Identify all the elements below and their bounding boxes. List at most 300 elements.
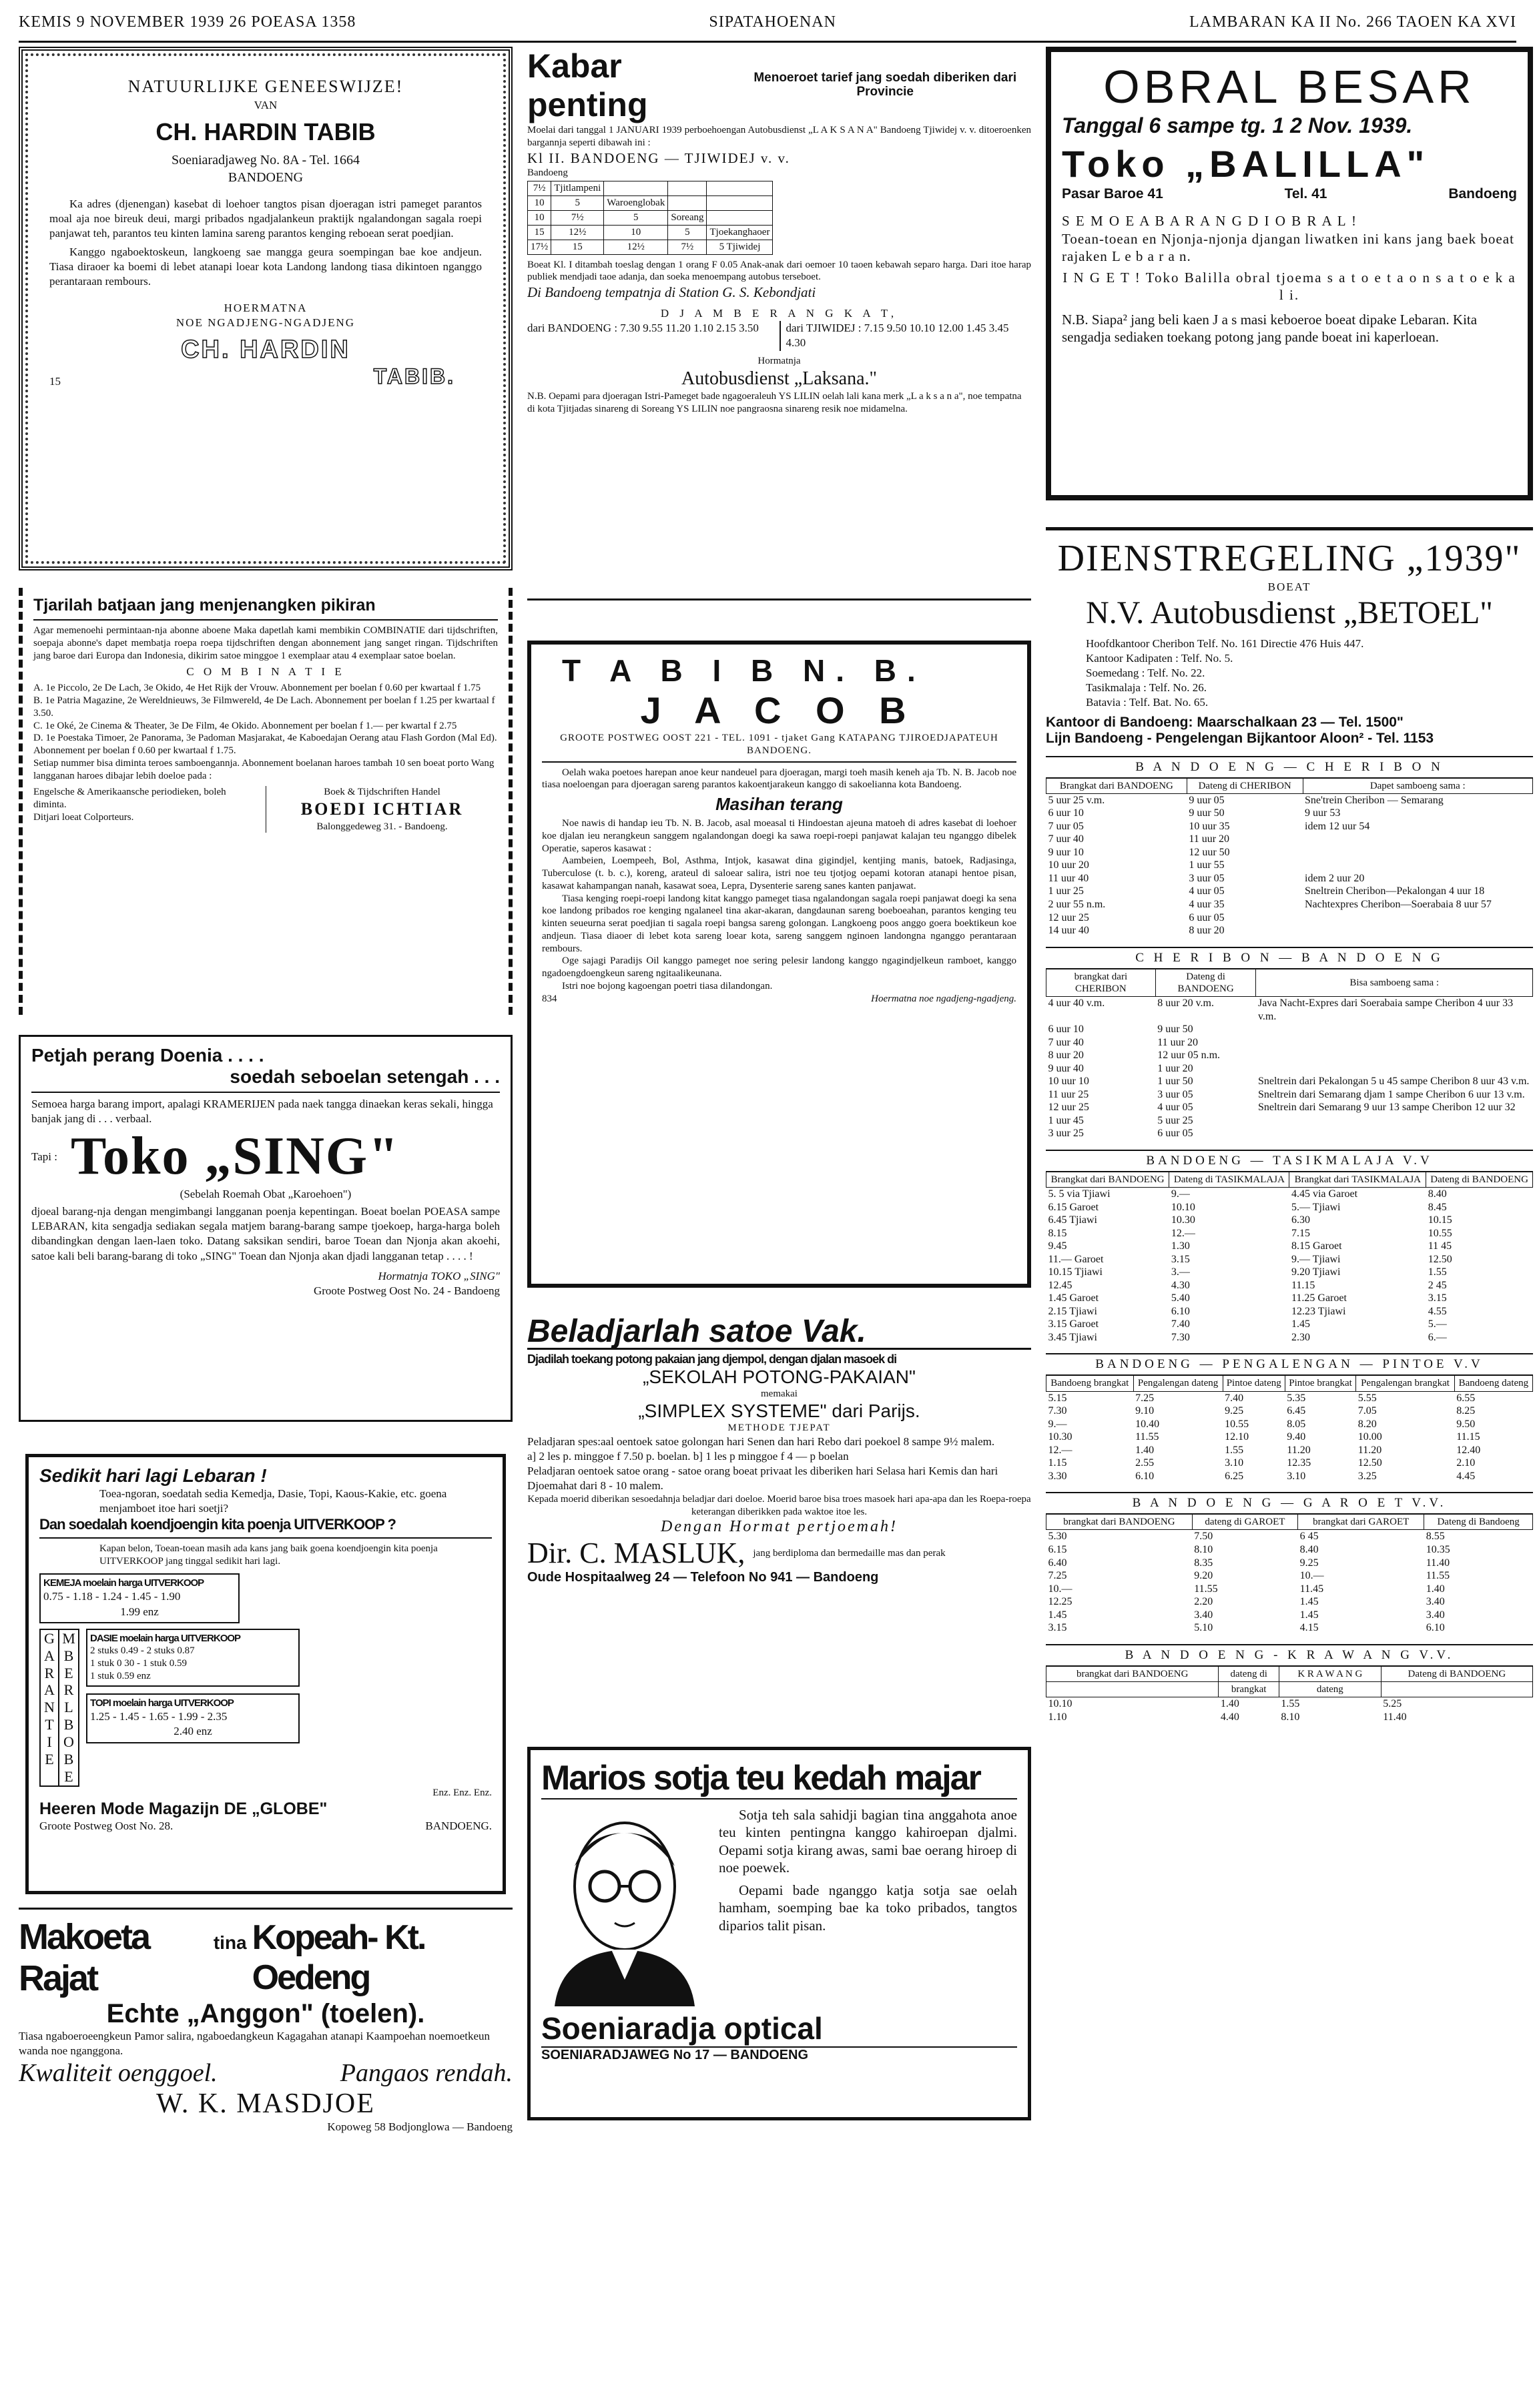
schedule-cell: 9.20	[1194, 1570, 1213, 1582]
schedule-cell: 6.10	[1135, 1470, 1155, 1482]
schedule-cell: 8.20	[1357, 1418, 1377, 1430]
schedule-table	[1046, 1375, 1533, 1483]
schedule-cell: 10.55	[1225, 1418, 1249, 1430]
laksana-bandoeng: Bandoeng	[527, 167, 568, 178]
schedule-cell: 4.30	[1171, 1279, 1190, 1291]
schedule-cell: 11.40	[1383, 1711, 1407, 1723]
schedule-cell: 7 uur 40	[1048, 833, 1084, 845]
fare-cell: 5	[604, 210, 668, 225]
schedule-cell: 8.40	[1299, 1544, 1319, 1555]
schedule-cell: 2.30	[1291, 1331, 1310, 1343]
schedule-row	[1046, 1697, 1533, 1711]
balilla-shop-name: Toko „BALILLA"	[1062, 143, 1430, 185]
fare-cell: 12½	[604, 240, 668, 254]
tjarilah-intro: Agar memenoehi permintaan-nja abonne aboene Maka dapetlah kami membikin COMBINATIE dari tijdschriften, soepaja abonne's dapet membatja roepa roepa tijdschriften dengan abonnement jang sanget ringan. Tijdschriften jang baroe dari Europa dan Indonesia, dikirim satoe minggoe 1 exemplaar atau 4 exemplaar satoe boelan.	[33, 625, 498, 661]
betoel-company: N.V. Autobusdienst „BETOEL"	[1086, 595, 1493, 631]
schedule-cell: 12.—	[1048, 1444, 1072, 1456]
schedule-header: Brangkat dari TASIKMALAJA	[1289, 1172, 1426, 1187]
schedule-cell: 6.55	[1456, 1392, 1476, 1404]
hardin-address: Soeniaradjaweg No. 8A - Tel. 1664	[171, 152, 360, 167]
tabib-title: T A B I B N. B.	[562, 653, 926, 688]
schedule-cell: 1.10	[1048, 1711, 1067, 1723]
schedule-row	[1046, 1457, 1533, 1470]
column-2	[527, 47, 1031, 2395]
globe-city: BANDOENG.	[425, 1819, 492, 1832]
schedule-cell: 5. 5 via Tjiawi	[1048, 1188, 1111, 1200]
schedule-cell: 1 uur 45	[1048, 1114, 1084, 1126]
schedule-cell: 11.— Garoet	[1048, 1253, 1104, 1265]
letter: B	[63, 1751, 74, 1768]
sing-body: djoeal barang-nja dengan mengimbangi langganan poenja kepentingan. Boeat boelan POEASA sampe LEBARAN, kita sengadja sediakan segala matjem barang-barang sampe tjoekoep, harga-harga boleh dibandingkan dengan laen-laen toko. Datang saksikan sendiri, baroe Toean dan Njonja akan akoehi, satoe kali beli barang-barang di toko „SING" Toean dan Njonja akan djadi langganan tetap . . . . !	[31, 1205, 500, 1262]
schedule-cell: 8.15 Garoet	[1291, 1240, 1342, 1252]
schedule-row	[1046, 1418, 1533, 1431]
schedule-cell: Sneltrein dari Semarang djam 1 sampe Cheribon 6 uur 13 v.m.	[1257, 1088, 1525, 1100]
schedule-title: BANDOENG — TASIKMALAJA V.V	[1046, 1150, 1533, 1172]
masdjoe-price: Pangaos rendah.	[340, 2059, 513, 2088]
betoel-schedules	[1046, 756, 1533, 1724]
schedule-cell: 1 uur 20	[1157, 1062, 1193, 1074]
tabib-signature: Hoermatna noe ngadjeng-ngadjeng.	[871, 993, 1016, 1004]
schedule-row	[1046, 1569, 1533, 1583]
schedule-row	[1046, 846, 1533, 859]
schedule-cell: 9.20 Tjiawi	[1291, 1266, 1341, 1278]
schedule-cell: 8.40	[1428, 1188, 1447, 1200]
hardin-sig-4: TABIB.	[373, 364, 455, 389]
fare-cell: 5	[551, 195, 604, 210]
schedule-cell: 11 uur 20	[1189, 833, 1230, 845]
schedule-table	[1046, 1172, 1533, 1344]
fare-cell: 7½	[551, 210, 604, 225]
schedule-cell: 1.40	[1426, 1583, 1445, 1595]
schedule-header: dateng	[1279, 1681, 1381, 1697]
globe-address: Groote Postweg Oost No. 28.	[39, 1819, 174, 1832]
balilla-inget: I N G E T ! Toko Balilla obral tjoema s a t o e t a o n s a t o e k a l i.	[1062, 270, 1516, 304]
masluk-method: METHODE TJEPAT	[727, 1422, 831, 1433]
garantie-letters	[41, 1630, 59, 1786]
balilla-body: Toean-toean en Njonja-njonja djangan liwatken ini kans jang baek boeat rajaken L e b a r a n.	[1062, 230, 1514, 264]
masdjoe-name: W. K. MASDJOE	[156, 2088, 375, 2120]
schedule-cell: 11 uur 20	[1157, 1036, 1198, 1048]
schedule-row	[1046, 1088, 1533, 1102]
schedule-cell: 9.— Tjiawi	[1291, 1253, 1341, 1265]
schedule-title: B A N D O E N G — G A R O E T V.V.	[1046, 1492, 1533, 1514]
schedule-cell: 6 uur 05	[1157, 1128, 1193, 1140]
schedule-cell: 4.40	[1220, 1711, 1239, 1723]
schedule-cell: 4.55	[1428, 1305, 1447, 1317]
betoel-bandoeng-office: Kantoor di Bandoeng: Maarschalkaan 23 — Tel. 1500"	[1046, 714, 1404, 730]
sing-tapi: Tapi :	[31, 1150, 57, 1163]
balilla-headline: OBRAL BESAR	[1103, 61, 1476, 113]
schedule-cell: 6 45	[1299, 1531, 1319, 1543]
schedule-cell: 7 uur 40	[1048, 1036, 1084, 1048]
schedule-cell	[1256, 1127, 1533, 1140]
globe-kemeja-prices: 0.75 - 1.18 - 1.24 - 1.45 - 1.90	[43, 1590, 181, 1603]
schedule-row	[1046, 1227, 1533, 1240]
globe-shop-name: Heeren Mode Magazijn DE „GLOBE"	[39, 1799, 328, 1818]
schedule-cell: 3.25	[1357, 1470, 1377, 1482]
schedule-cell: 10.10	[1048, 1698, 1072, 1710]
letter: M	[62, 1629, 75, 1647]
schedule-header: brangkat dari BANDOENG	[1046, 1666, 1219, 1681]
schedule-cell: 11.15	[1291, 1279, 1315, 1291]
schedule-cell: 9.—	[1171, 1188, 1190, 1200]
schedule-cell: 1 uur 50	[1157, 1076, 1193, 1088]
schedule-row	[1046, 820, 1533, 833]
schedule-header: dateng di	[1219, 1666, 1279, 1681]
schedule-cell: 12.40	[1456, 1444, 1481, 1456]
schedule-cell: 1.45	[1299, 1609, 1319, 1621]
schedule-cell: 9 uur 50	[1157, 1024, 1193, 1036]
laksana-nb: N.B. Oepami para djoeragan Istri-Pameget bade ngagoeraleuh YS LILIN oelah lali kana merk „L a k s a n a", noe tempatna di kota Tjitjadas sinareng di Soreang YS LILIN noe pangraosna sinareng resik noe midamelna.	[527, 391, 1022, 415]
tjarilah-combo-d: D. 1e Poestaka Timoer, 2e Panorama, 3e Padoman Masjarakat, 4e Kaboedajan Oerang atau Flash Gordon (Mal Ed). Abonnement per boelan f 0.60 per kwartaal f 1.75.	[33, 733, 497, 757]
schedule-row	[1046, 1711, 1533, 1724]
ad-hardin	[19, 47, 513, 570]
schedule-cell: 7.25	[1048, 1570, 1067, 1582]
laksana-class: Kl II. BANDOENG — TJIWIDEJ v. v.	[527, 149, 790, 166]
schedule-cell: 10.15 Tjiawi	[1048, 1266, 1103, 1278]
sing-shop-name: Toko „SING"	[70, 1127, 400, 1186]
schedule-cell: 4.45 via Garoet	[1291, 1188, 1358, 1200]
laksana-headline: Kabar penting	[527, 47, 648, 123]
hardin-van: VAN	[254, 98, 278, 111]
tabib-address: GROOTE POSTWEG OOST 221 - TEL. 1091 - tjaket Gang KATAPANG TJIROEDJAPATEUH BANDOENG.	[560, 733, 998, 756]
schedule-cell: 9 uur 40	[1048, 1062, 1084, 1074]
tabib-body-1: Noe nawis di handap ieu Tb. N. B. Jacob, asal moeasal ti Hindoestan ajeuna matoeh di adres kasebat di loehoer koe djalan ieu nerangkeun sanggem ngalandongan doegi ka sawa roepi-roepi panjawat kalajan teu nganggo dibelek Operatie, saperos kasawat :	[542, 818, 1016, 854]
letter: O	[63, 1733, 74, 1751]
schedule-cell: 6.30	[1291, 1214, 1310, 1226]
schedule-cell: 6.10	[1171, 1305, 1190, 1317]
ad-tabib-jacob	[527, 641, 1031, 1288]
schedule-row	[1046, 1127, 1533, 1140]
schedule-cell: Sneltrein Cheribon—Pekalongan 4 uur 18	[1305, 885, 1485, 897]
schedule-cell: 11 uur 40	[1048, 872, 1089, 884]
schedule-cell: 8.05	[1287, 1418, 1306, 1430]
mberlbobe-letters	[59, 1630, 78, 1786]
schedule-row	[1046, 1444, 1533, 1457]
schedule-cell: 2.20	[1194, 1596, 1213, 1608]
tjarilah-footer: Setiap nummer bisa diminta teroes samboengannja. Abonnement boelanan haroes tambah 10 sen boeat porto Wang langganan haroes dibajar lebih doeloe pada :	[33, 757, 495, 781]
schedule-row	[1046, 1557, 1533, 1570]
globe-dasie-3: 1 stuk 0.59 enz	[90, 1670, 151, 1681]
balilla-nb: N.B. Siapa² jang beli kaen J a s masi keboeroe boeat dipake Lebaran. Kita sengadja sediaken toekang potong jang pande boeat ini kaperloean.	[1062, 311, 1478, 345]
schedule-cell: 9.—	[1048, 1418, 1067, 1430]
schedule-cell	[1256, 1036, 1533, 1050]
letter: R	[44, 1664, 55, 1681]
globe-topi-enz: 2.40 enz	[174, 1725, 212, 1738]
globe-topi-title: TOPI moelain harga UITVERKOOP	[90, 1697, 234, 1709]
schedule-title: BANDOENG — PENGALENGAN — PINTOE V.V	[1046, 1353, 1533, 1375]
fare-cell: Soreang	[668, 210, 707, 225]
column-3	[1046, 47, 1533, 2395]
laksana-subheadline: Menoeroet tarief jang soedah diberiken dari Provincie	[753, 71, 1017, 99]
schedule-cell: 10.35	[1426, 1544, 1450, 1555]
schedule-cell	[1256, 1023, 1533, 1036]
hardin-name: CH. HARDIN TABIB	[156, 117, 376, 145]
laksana-from-bandoeng: dari BANDOENG : 7.30 9.55 11.20 1.10 2.15 3.50	[527, 322, 759, 335]
betoel-headline: DIENSTREGELING „1939"	[1057, 538, 1522, 579]
hardin-body: Ka adres (djenengan) kasebat di loehoer tangtos pisan djoeragan istri pameget parantos moal aja noe bireuk deui, margi pribados ngadjalankeun praktijk ngalandongan sagala roepi panjawat teh, parantos teu kinten lamina sareng parantos kenging reboean serat poedjian.	[49, 197, 482, 240]
letter: E	[64, 1664, 73, 1681]
betoel-office-2: Kantoor Kadipaten : Telf. No. 5.	[1086, 652, 1233, 665]
schedule-cell: 3.40	[1194, 1609, 1213, 1621]
schedule-cell: idem 2 uur 20	[1305, 872, 1365, 884]
schedule-header: Dateng di CHERIBON	[1187, 778, 1303, 793]
schedule-cell: 5.15	[1048, 1392, 1067, 1404]
schedule-header: Dateng di BANDOENG	[1426, 1172, 1533, 1187]
schedule-cell: 8.45	[1428, 1201, 1447, 1213]
schedule-table	[1046, 778, 1533, 937]
schedule-row	[1046, 1404, 1533, 1418]
letter: B	[63, 1716, 74, 1733]
schedule-cell: 12.50	[1428, 1253, 1452, 1265]
balilla-sale: S E M O E A B A R A N G D I O B R A L !	[1062, 213, 1358, 230]
schedule-row	[1046, 924, 1533, 937]
schedule-cell: 3.30	[1048, 1470, 1067, 1482]
schedule-header: Pengalengan dateng	[1133, 1376, 1223, 1391]
schedule-cell	[1303, 846, 1533, 859]
masdjoe-subtitle: Echte „Anggon" (toelen).	[106, 1999, 425, 2028]
header-paper-name: SIPATAHOENAN	[709, 13, 836, 31]
masluk-lesson-1: Peladjaran spes:aal oentoek satoe golongan hari Senen dan hari Rebo dari poekoel 8 sampe 9½ malem.	[527, 1435, 995, 1448]
fare-cell	[707, 195, 773, 210]
schedule-cell: 9.50	[1456, 1418, 1476, 1430]
schedule-cell: 9 uur 53	[1305, 807, 1341, 819]
schedule-header	[1381, 1681, 1532, 1697]
fare-cell	[707, 210, 773, 225]
letter: E	[45, 1751, 54, 1768]
schedule-cell: 12.—	[1171, 1227, 1195, 1239]
schedule-cell: 2.10	[1456, 1457, 1476, 1469]
fare-cell	[668, 181, 707, 195]
globe-question: Dan soedalah koendjoengin kita poenja UITVERKOOP ?	[39, 1516, 396, 1533]
betoel-boeat: BOEAT	[1267, 580, 1311, 593]
schedule-header: Dateng di TASIKMALAJA	[1169, 1172, 1289, 1187]
schedule-cell: 12.35	[1287, 1457, 1311, 1469]
globe-garantie-column	[39, 1629, 79, 1787]
schedule-cell	[1303, 911, 1533, 925]
schedule-cell: 7.05	[1357, 1405, 1377, 1417]
schedule-cell: 9 uur 05	[1189, 794, 1225, 806]
tjarilah-shop-type: Boek & Tijdschriften Handel	[324, 787, 440, 798]
schedule-cell: 11.55	[1426, 1570, 1450, 1582]
schedule-row	[1046, 1101, 1533, 1114]
schedule-cell: 3 uur 25	[1048, 1128, 1084, 1140]
fare-cell: Tjitlampeni	[551, 181, 604, 195]
person-glasses-icon	[541, 1806, 708, 2006]
schedule-cell	[1256, 1062, 1533, 1076]
schedule-cell: 10 uur 10	[1048, 1076, 1089, 1088]
ad-balilla	[1046, 47, 1533, 500]
schedule-row	[1046, 1431, 1533, 1444]
schedule-cell: 4.15	[1299, 1622, 1319, 1634]
fare-cell: 10	[604, 225, 668, 240]
tabib-body-5: Istri noe bojong kagoengan poetri tiasa dilandongan.	[562, 980, 773, 991]
schedule-cell: 3.15	[1048, 1622, 1067, 1634]
globe-dasie-1: 2 stuks 0.49 - 2 stuks 0.87	[90, 1645, 195, 1657]
schedule-row	[1046, 1305, 1533, 1318]
schedule-header: Bandoeng brangkat	[1046, 1376, 1134, 1391]
schedule-cell: 7.15	[1291, 1227, 1310, 1239]
schedule-cell: 10 uur 35	[1189, 820, 1230, 832]
schedule-cell: 6.45 Tjiawi	[1048, 1214, 1097, 1226]
globe-dasie-title: DASIE moelain harga UITVERKOOP	[90, 1632, 241, 1644]
schedule-cell: 8.25	[1456, 1405, 1476, 1417]
schedule-row	[1046, 1023, 1533, 1036]
schedule-cell: 11.25 Garoet	[1291, 1292, 1347, 1304]
fare-cell	[604, 181, 668, 195]
schedule-cell: Sne'trein Cheribon — Semarang	[1305, 794, 1444, 806]
sing-address: Groote Postweg Oost No. 24 - Bandoeng	[313, 1284, 500, 1297]
ad-betoel	[1046, 527, 1533, 1723]
masdjoe-title-2: tina	[213, 1932, 247, 1953]
schedule-cell: 1.55	[1225, 1444, 1244, 1456]
fare-cell	[668, 195, 707, 210]
schedule-cell: 2.55	[1135, 1457, 1155, 1469]
schedule-cell	[1256, 1114, 1533, 1128]
fare-cell: 15	[551, 240, 604, 254]
optical-body-1: Sotja teh sala sahidji bagian tina anggahota anoe teu kinten pentingna kanggo kahiroepan djalmi. Oepami sotja kirang awas, sami bae oerang hiroep di noe poewek.	[719, 1807, 1017, 1876]
schedule-header: Dateng di Bandoeng	[1424, 1515, 1533, 1530]
fare-row	[528, 240, 773, 254]
schedule-title: C H E R I B O N — B A N D O E N G	[1046, 947, 1533, 969]
schedule-cell	[1303, 924, 1533, 937]
ad-globe	[25, 1454, 506, 1894]
schedule-header: brangkat dari GAROET	[1298, 1515, 1424, 1530]
schedule-cell: 3.—	[1171, 1266, 1190, 1278]
schedule-row	[1046, 1036, 1533, 1050]
schedule-row	[1046, 1318, 1533, 1331]
schedule-cell: 7.30	[1171, 1331, 1190, 1343]
laksana-notes: Boeat Kl. I ditambah toeslag dengan 1 orang F 0.05 Anak-anak dari oemoer 10 taoen kebawah separo harga. Dari itoe harap publiek mendjadi taoe adanja, dan soeka menoempang autobus terseboet.	[527, 259, 1031, 283]
betoel-lijn: Lijn Bandoeng - Pengelengan Bijkantoor Aloon² - Tel. 1153	[1046, 730, 1434, 746]
globe-enz: Enz. Enz. Enz.	[432, 1787, 492, 1799]
schedule-cell: 5.— Tjiawi	[1291, 1201, 1341, 1213]
masdjoe-address: Kopoweg 58 Bodjonglowa — Bandoeng	[327, 2120, 513, 2134]
schedule-row	[1046, 1253, 1533, 1266]
schedule-cell: 7.40	[1225, 1392, 1244, 1404]
ad-masluk	[527, 1313, 1031, 1733]
schedule-header: Brangkat dari BANDOENG	[1046, 1172, 1169, 1187]
tjarilah-combinatie: C O M B I N A T I E	[186, 665, 345, 679]
schedule-cell: 9.10	[1135, 1405, 1155, 1417]
betoel-office-5: Batavia : Telf. Bat. No. 65.	[1086, 696, 1209, 709]
schedule-cell: 8 uur 20	[1189, 925, 1225, 937]
betoel-office-4: Tasikmalaja : Telf. No. 26.	[1086, 681, 1207, 695]
schedule-cell: 12 uur 25	[1048, 911, 1089, 923]
column-1	[19, 47, 513, 2395]
schedule-cell	[1303, 859, 1533, 872]
fare-cell: Tjoekanghaoer	[707, 225, 773, 240]
fare-cell: 10	[528, 210, 551, 225]
schedule-row	[1046, 1543, 1533, 1557]
letter: L	[64, 1699, 73, 1716]
balilla-address: Pasar Baroe 41	[1062, 186, 1163, 202]
schedule-table	[1046, 969, 1533, 1140]
schedule-cell: idem 12 uur 54	[1305, 820, 1370, 832]
schedule-cell: 6.40	[1048, 1557, 1067, 1569]
laksana-intro: Moelai dari tanggal 1 JANUARI 1939 perboehoengan Autobusdienst „L A K S A N A" Bandoeng Tjiwidej v. v. ditoeroenken bargannja seperti dibawah ini :	[527, 125, 1031, 148]
schedule-cell: 10 uur 20	[1048, 859, 1089, 871]
tjarilah-combo-c: C. 1e Oké, 2e Cinema & Theater, 3e De Film, 4e Okido. Abonnement per boelan f 1.— per kwartal f 2.75	[33, 720, 457, 731]
globe-dasie-2: 1 stuk 0 30 - 1 stuk 0.59	[90, 1658, 188, 1669]
schedule-cell: 3.10	[1287, 1470, 1306, 1482]
letter: I	[47, 1733, 52, 1751]
masluk-headline: Beladjarlah satoe Vak.	[527, 1313, 1031, 1350]
fare-cell: 15	[528, 225, 551, 240]
schedule-row	[1046, 872, 1533, 885]
letter: N	[44, 1699, 55, 1716]
schedule-cell: Java Nacht-Expres dari Soerabaia sampe Cheribon 4 uur 33 v.m.	[1257, 997, 1514, 1022]
schedule-cell: 5 uur 25	[1157, 1114, 1193, 1126]
schedule-cell: 9.40	[1287, 1431, 1306, 1443]
schedule-cell: 5 uur 25 v.m.	[1048, 794, 1105, 806]
schedule-cell: 10.10	[1171, 1201, 1195, 1213]
optical-body-2: Oepami bade nganggo katja sotja sae oelah hamham, soemping bae ka toko pribados, tangtos diparios talit pisan.	[719, 1882, 1017, 1934]
globe-intro: Toea-ngoran, soedatah sedia Kemedja, Dasie, Topi, Kaous-Kakie, etc. goena menjamboet itoe hari soetji?	[99, 1487, 447, 1515]
schedule-row	[1046, 1470, 1533, 1483]
schedule-row	[1046, 1188, 1533, 1201]
schedule-cell: Sneltrein dari Pekalongan 5 u 45 sampe Cheribon 8 uur 43 v.m.	[1257, 1076, 1530, 1088]
schedule-header: Dateng di BANDOENG	[1155, 969, 1256, 997]
laksana-fare-table	[527, 181, 773, 255]
schedule-cell: 10.00	[1357, 1431, 1382, 1443]
schedule-title: B A N D O E N G — C H E R I B O N	[1046, 756, 1533, 778]
fare-cell: 7½	[528, 181, 551, 195]
schedule-cell: 6.10	[1426, 1622, 1445, 1634]
letter: A	[44, 1681, 55, 1699]
schedule-title: B A N D O E N G - K R A W A N G V.V.	[1046, 1644, 1533, 1666]
tabib-name: J A C O B	[640, 689, 918, 731]
schedule-cell: 5.25	[1383, 1698, 1402, 1710]
masluk-system: „SIMPLEX SYSTEME" dari Parijs.	[638, 1400, 920, 1421]
masluk-intro: Djadilah toekang potong pakaian jang djempol, dengan djalan masoek di	[527, 1352, 897, 1366]
masluk-school: „SEKOLAH POTONG-PAKAIAN"	[643, 1366, 916, 1387]
schedule-cell: 1.40	[1135, 1444, 1155, 1456]
fare-row	[528, 195, 773, 210]
schedule-cell: 7.40	[1171, 1318, 1190, 1330]
schedule-cell: 8.35	[1194, 1557, 1213, 1569]
schedule-cell: 3.45 Tjiawi	[1048, 1331, 1097, 1343]
schedule-cell: 1.15	[1048, 1457, 1067, 1469]
schedule-cell: 7.50	[1194, 1531, 1213, 1543]
laksana-schedule-title: D J A M B E R A N G K A T,	[660, 307, 898, 320]
letter: R	[63, 1681, 74, 1699]
schedule-cell: 10.55	[1428, 1227, 1452, 1239]
schedule-cell	[1256, 1049, 1533, 1062]
schedule-cell: 12.23 Tjiawi	[1291, 1305, 1346, 1317]
fare-row	[528, 210, 773, 225]
schedule-header	[1046, 1681, 1219, 1697]
schedule-row	[1046, 885, 1533, 898]
schedule-cell: 6.25	[1225, 1470, 1244, 1482]
tjarilah-combo-b: B. 1e Patria Magazine, 2e Wereldnieuws, 3e Filmwereld, 4e De Lach. Abonnement per boelan f 1.25 per kwartaal f 3.50.	[33, 695, 495, 719]
schedule-cell: 5.40	[1171, 1292, 1190, 1304]
schedule-row	[1046, 1075, 1533, 1088]
hardin-tagline: NATUURLIJKE GENEESWIJZE!	[127, 77, 404, 96]
schedule-cell: 9.25	[1299, 1557, 1319, 1569]
schedule-header: Pintoe dateng	[1223, 1376, 1285, 1391]
tabib-body-3: Tiasa kenging roepi-roepi landong kitat kanggo pameget tiasa ngalandongan sagala roepi panjawat doegi ka sena koe landong pribados roe kenging ngalaneel tina akar-akaran, dangdaunan sareng boeboeahan, parantos kenging teu kinten seueurna serat poedjian ti sagala roepi bangsa sareng golongan. Langkoeng poos anggo goera boektikeun koe andjeun. Tiasa diaoer di lebet kota sareng loear kota, sareng sanggem nginoen landongna nganggo perantaraan rembours.	[542, 893, 1016, 954]
schedule-cell: 1.45	[1299, 1596, 1319, 1608]
schedule-cell: 5.55	[1357, 1392, 1377, 1404]
masluk-memakai: memakai	[761, 1388, 798, 1399]
schedule-cell: 1.40	[1220, 1698, 1239, 1710]
schedule-header: Brangkat dari BANDOENG	[1046, 778, 1187, 793]
hardin-sig-1: HOERMATNA	[224, 302, 308, 315]
schedule-row	[1046, 1609, 1533, 1622]
schedule-cell: 3.40	[1426, 1596, 1445, 1608]
schedule-row	[1046, 1595, 1533, 1609]
